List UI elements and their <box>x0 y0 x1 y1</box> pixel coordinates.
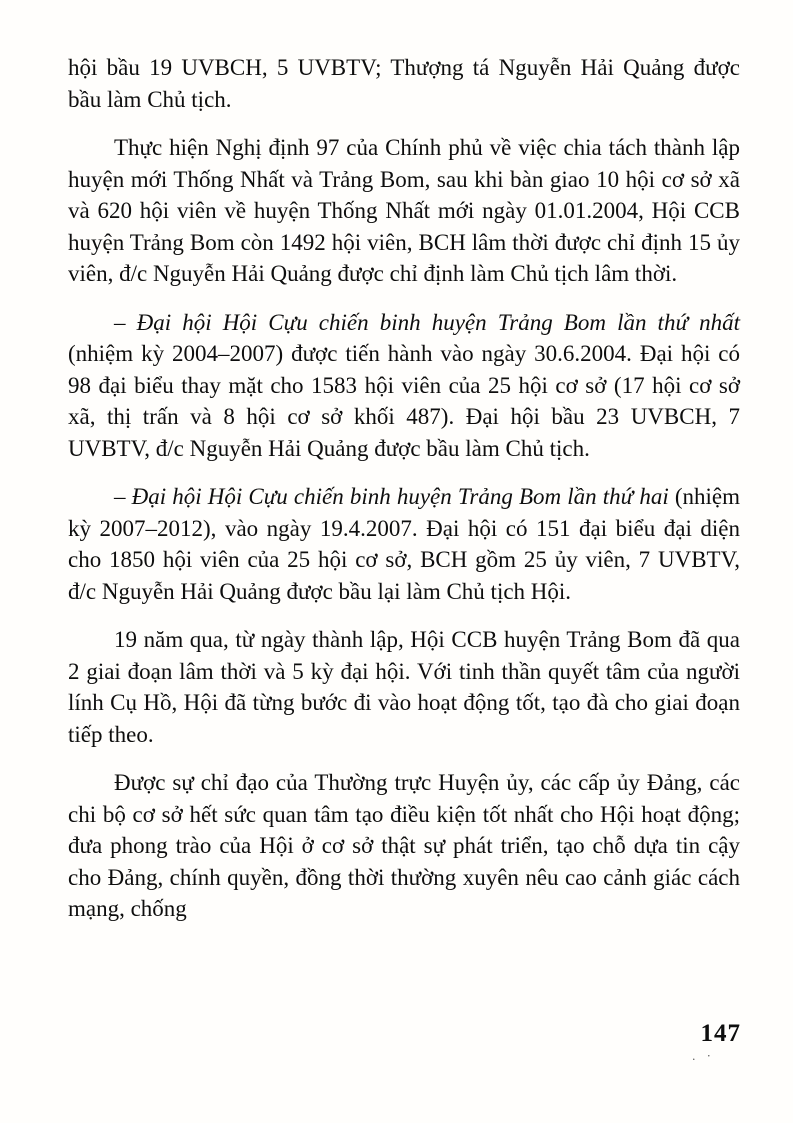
paragraph-continuation <box>68 52 740 115</box>
paragraph-congress-first <box>68 307 740 465</box>
paragraph-italic-lead: – Đại hội Hội Cựu chiến binh huyện Trảng Bom lần thứ nhất <box>114 309 740 335</box>
paragraph-text: 19 năm qua, từ ngày thành lập, Hội CCB huyện Trảng Bom đã qua 2 giai đoạn lâm thời và 5 kỳ đại hội. Với tinh thần quyết tâm của người lính Cụ Hồ, Hội đã từng bước đi vào hoạt động tốt, tạo đà cho giai đoạn tiếp theo. <box>68 627 740 747</box>
paragraph-text: (nhiệm kỳ 2007–2012), vào ngày 19.4.2007. Đại hội có 151 đại biểu đại diện cho 1850 hội viên của 25 hội cơ sở, BCH gồm 25 ủy viên, 7 UVBTV, đ/c Nguyễn Hải Quảng được bầu lại làm Chủ tịch Hội. <box>68 484 740 604</box>
paragraph-text: Thực hiện Nghị định 97 của Chính phủ về việc chia tách thành lập huyện mới Thống Nhất và Trảng Bom, sau khi bàn giao 10 hội cơ sở xã và 620 hội viên về huyện Thống Nhất mới ngày 01.01.2004, Hội CCB huyện Trảng Bom còn 1492 hội viên, BCH lâm thời được chỉ định 15 ủy viên, đ/c Nguyễn Hải Quảng được chỉ định làm Chủ tịch lâm thời. <box>68 135 740 286</box>
paragraph <box>68 767 740 925</box>
paragraph-congress-second <box>68 481 740 607</box>
page-number: 147 <box>700 1020 741 1047</box>
paragraph-text: (nhiệm kỳ 2004–2007) được tiến hành vào ngày 30.6.2004. Đại hội có 98 đại biểu thay mặt cho 1583 hội viên của 25 hội cơ sở (17 hội cơ sở xã, thị trấn và 8 hội cơ sở khối 487). Đại hội bầu 23 UVBCH, 7 UVBTV, đ/c Nguyễn Hải Quảng được bầu làm Chủ tịch. <box>68 341 740 461</box>
page-body-text <box>68 52 740 942</box>
paragraph-text: hội bầu 19 UVBCH, 5 UVBTV; Thượng tá Nguyễn Hải Quảng được bầu làm Chủ tịch. <box>68 55 740 112</box>
paragraph <box>68 132 740 290</box>
paragraph-text: Được sự chỉ đạo của Thường trực Huyện ủy, các cấp ủy Đảng, các chi bộ cơ sở hết sức quan tâm tạo điều kiện tốt nhất cho Hội hoạt động; đưa phong trào của Hội ở cơ sở thật sự phát triển, tạo chỗ dựa tin cậy cho Đảng, chính quyền, đồng thời thường xuyên nêu cao cảnh giác cách mạng, chống <box>68 770 740 921</box>
paragraph-italic-lead: – Đại hội Hội Cựu chiến binh huyện Trảng Bom lần thứ hai <box>114 484 669 509</box>
scan-artifact-dots: . · <box>692 1048 715 1063</box>
paragraph <box>68 624 740 750</box>
